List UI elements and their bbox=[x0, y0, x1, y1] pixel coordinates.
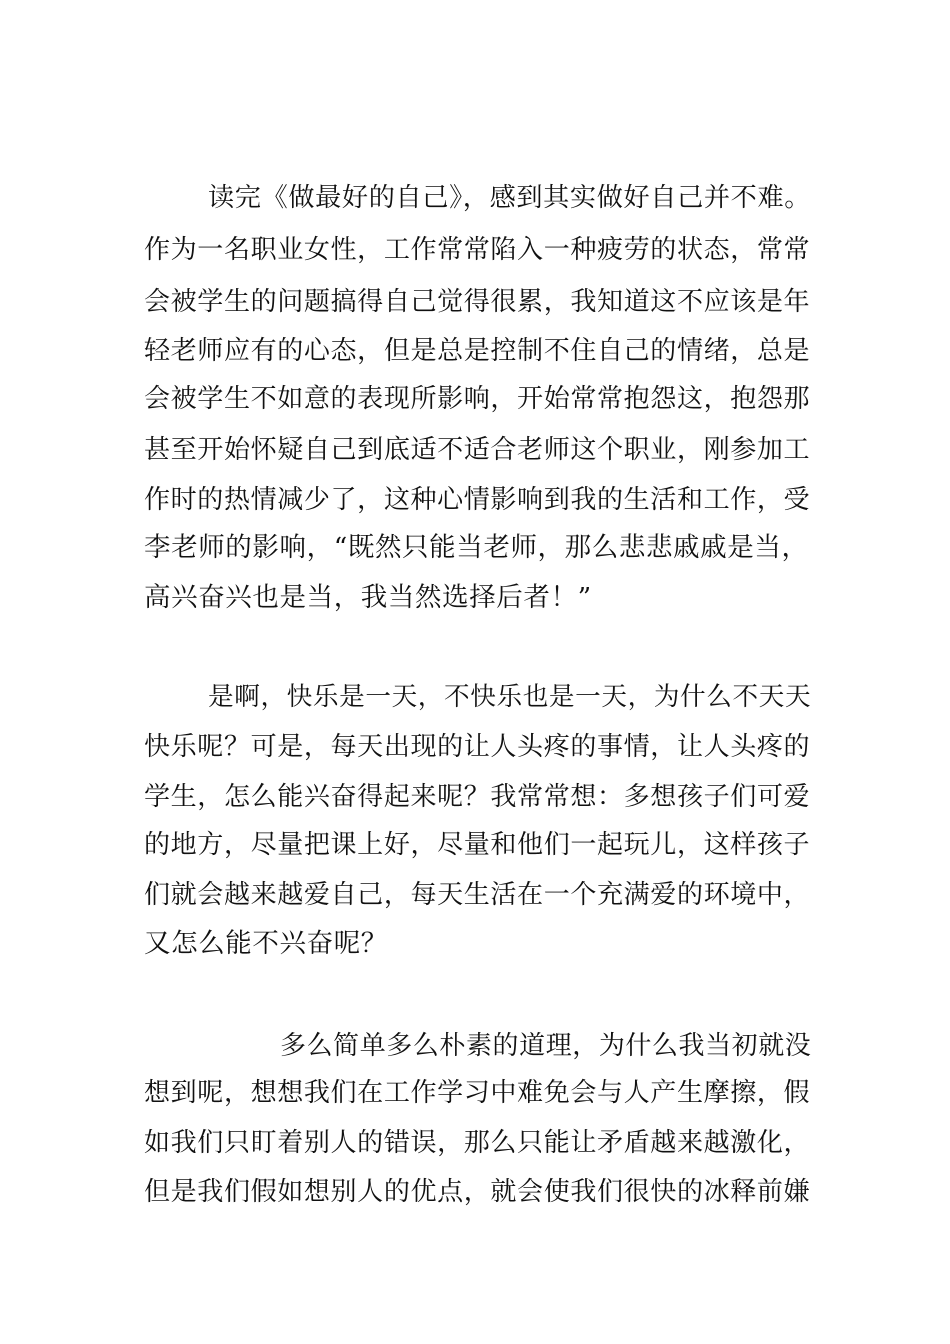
paragraph-line: 甚至开始怀疑自己到底适不适合老师这个职业，刚参加工 bbox=[144, 435, 811, 465]
paragraph-line: 又怎么能不兴奋呢？ bbox=[144, 928, 388, 959]
paragraph-line: 会被学生不如意的表现所影响，开始常常抱怨这，抱怨那 bbox=[144, 384, 811, 414]
paragraph-line: 作为一名职业女性，工作常常陷入一种疲劳的状态，常常 bbox=[144, 235, 811, 265]
paragraph-line: 作时的热情减少了，这种心情影响到我的生活和工作，受 bbox=[144, 485, 811, 515]
paragraph-line: 快乐呢？可是，每天出现的让人头疼的事情，让人头疼的 bbox=[144, 732, 811, 762]
paragraph-line: 学生，怎么能兴奋得起来呢？我常常想：多想孩子们可爱 bbox=[144, 782, 811, 812]
paragraph-line: 轻老师应有的心态，但是总是控制不住自己的情绪，总是 bbox=[144, 336, 811, 366]
paragraph-line: 高兴奋兴也是当，我当然选择后者！” bbox=[144, 582, 592, 613]
paragraph-line: 的地方，尽量把课上好，尽量和他们一起玩儿，这样孩子 bbox=[144, 830, 811, 860]
paragraph-line: 们就会越来越爱自己，每天生活在一个充满爱的环境中， bbox=[144, 880, 811, 910]
paragraph-line: 但是我们假如想别人的优点，就会使我们很快的冰释前嫌 bbox=[144, 1177, 811, 1207]
paragraph-line: 是啊，快乐是一天，不快乐也是一天，为什么不天天 bbox=[208, 682, 812, 712]
paragraph-line: 李老师的影响，“既然只能当老师，那么悲悲戚戚是当， bbox=[144, 532, 809, 563]
paragraph-line: 读完《做最好的自己》，感到其实做好自己并不难。 bbox=[208, 183, 812, 213]
paragraph-line: 如我们只盯着别人的错误，那么只能让矛盾越来越激化， bbox=[144, 1128, 811, 1158]
paragraph-line: 多么简单多么朴素的道理，为什么我当初就没 bbox=[280, 1031, 812, 1061]
paragraph-line: 想到呢，想想我们在工作学习中难免会与人产生摩擦，假 bbox=[144, 1078, 811, 1108]
paragraph-line: 会被学生的问题搞得自己觉得很累，我知道这不应该是年 bbox=[144, 287, 811, 317]
